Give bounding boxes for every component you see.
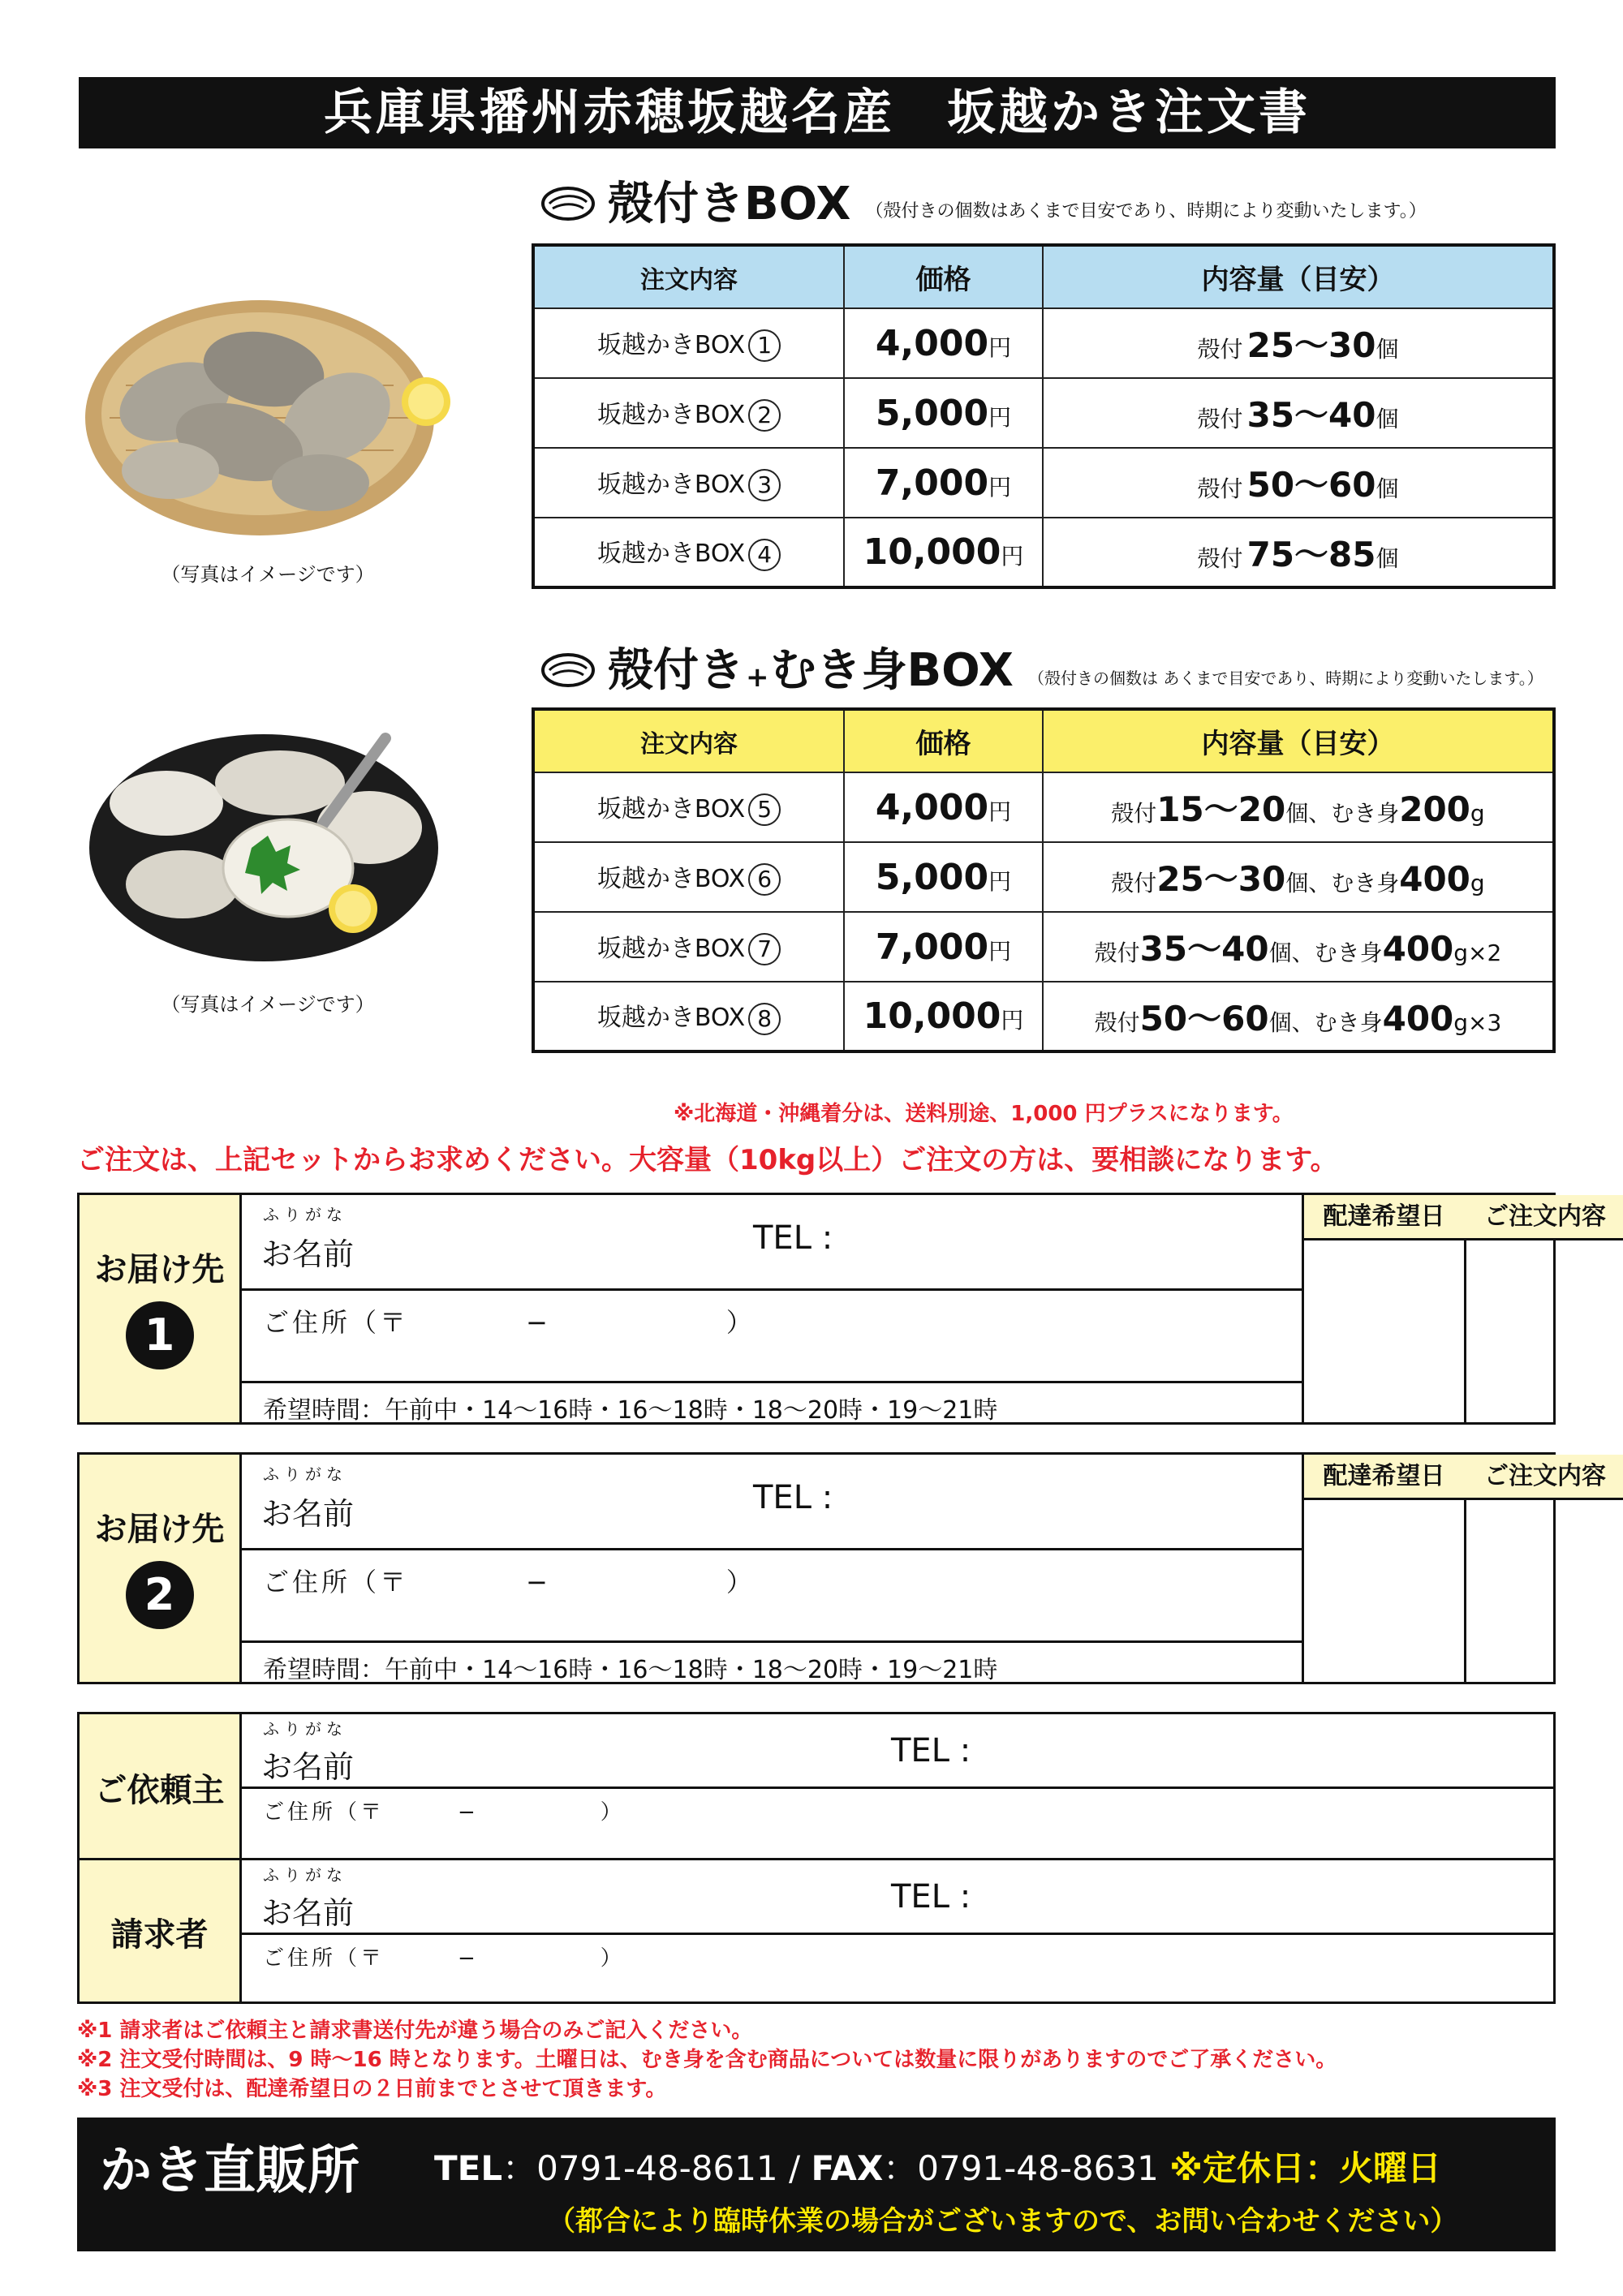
weight-unit: g (1453, 939, 1469, 966)
yen-unit: 円 (988, 867, 1012, 895)
footnote-3: ※3 注文受付は、配達希望日の２日前までとさせて頂きます。 (77, 2077, 667, 2101)
furigana-label: ふりがな (263, 1865, 347, 1885)
box-name-cell (533, 772, 844, 842)
quantity-cell (1043, 378, 1554, 448)
box-name-cell (533, 308, 844, 378)
delivery-label-text: お届け先 (94, 1251, 225, 1288)
order-content-box[interactable] (1464, 1195, 1606, 1422)
furigana-label: ふりがな (263, 1205, 347, 1224)
tel-number[interactable]: ：0791-48-8611 / (502, 2148, 801, 2188)
box-name-cell (533, 518, 844, 587)
delivery-label (80, 1195, 242, 1422)
photo-caption: （写真はイメージです） (161, 563, 375, 586)
order-content-box[interactable] (1464, 1455, 1606, 1682)
oyster-icon (540, 648, 596, 689)
delivery-number: 1 (126, 1301, 194, 1369)
box-name: 坂越かきBOX (596, 470, 746, 499)
box2-price-table (532, 707, 1556, 1053)
requester-name-row[interactable] (242, 1714, 1553, 1789)
box-name: 坂越かきBOX (596, 1004, 746, 1033)
name-label: お名前 (261, 1895, 355, 1931)
hope-time-label: 希望時間：午前中・14〜16時・16〜18時・18〜20時・19〜21時 (263, 1396, 998, 1425)
shell-label: 殻付 (1094, 939, 1140, 966)
table-row (533, 448, 1554, 518)
weight-value: 400 (1399, 859, 1470, 899)
table-row (533, 912, 1554, 982)
shell-label: 殻付 (1111, 870, 1157, 896)
price-cell (844, 982, 1043, 1051)
shipping-notice: ※北海道・沖縄着分は、送料別途、1,000 円プラスになります。 (674, 1102, 1294, 1126)
column-header: 内容量（目安） (1043, 245, 1554, 308)
shell-label: 殻付 (1197, 406, 1243, 432)
delivery-form-2 (77, 1452, 1606, 1684)
shucked-label: 個、むき身 (1268, 1008, 1383, 1036)
delivery-date-box[interactable] (1302, 1195, 1464, 1422)
box1-price-table (532, 243, 1556, 589)
quantity-unit: 個 (1375, 475, 1399, 502)
price-value: 5,000 (875, 392, 989, 434)
price-value: 4,000 (875, 786, 989, 828)
billing-label (80, 1860, 242, 2001)
table-row (533, 842, 1554, 912)
quantity-value: 50〜60 (1139, 998, 1269, 1038)
requester-address-row[interactable] (242, 1789, 1553, 1860)
address-label: ご住所（〒 − ） (263, 1307, 756, 1338)
footer-note: （都合により臨時休業の場合がございますので、お問い合わせください） (548, 2205, 1458, 2238)
box-name: 坂越かきBOX (596, 794, 746, 823)
billing-address-row[interactable] (242, 1935, 1553, 2004)
box2-heading (540, 637, 1543, 697)
box2-note: （殻付きの個数は あくまで目安であり、時期により変動いたします。） (1027, 669, 1543, 688)
box-name: 坂越かきBOX (596, 934, 746, 963)
weight-unit: g (1453, 1008, 1469, 1036)
quantity-cell (1043, 518, 1554, 587)
furigana-label: ふりがな (263, 1464, 347, 1484)
shucked-oyster-photo (77, 706, 458, 974)
contact-line (434, 2142, 1441, 2191)
box1-heading (540, 170, 1427, 230)
box-name-cell (533, 842, 844, 912)
box-name: 坂越かきBOX (596, 540, 746, 569)
box-number: 2 (748, 399, 781, 432)
delivery-number: 2 (126, 1561, 194, 1629)
box-name-cell (533, 378, 844, 448)
requester-billing-form (77, 1712, 1556, 2004)
table-row (533, 378, 1554, 448)
tel-label: TEL (434, 2148, 503, 2188)
column-header: 価格 (844, 709, 1043, 772)
contact-footer (77, 2118, 1556, 2251)
box-number: 4 (748, 539, 781, 571)
requester-label (80, 1714, 242, 1860)
quantity-cell (1043, 842, 1554, 912)
box-name: 坂越かきBOX (596, 864, 746, 893)
column-header: 価格 (844, 245, 1043, 308)
delivery-label-text: お届け先 (94, 1511, 225, 1548)
delivery-date-label: 配達希望日 (1304, 1195, 1464, 1240)
name-label: お名前 (261, 1496, 355, 1532)
table-header-row (533, 245, 1554, 308)
box-name-cell (533, 448, 844, 518)
price-cell (844, 448, 1043, 518)
hope-time-row[interactable] (242, 1643, 1302, 1684)
shucked-label: 個、むき身 (1268, 939, 1383, 966)
price-cell (844, 518, 1043, 587)
tel-label: TEL : (891, 1732, 971, 1769)
box1-note: （殻付きの個数はあくまで目安であり、時期により変動いたします。） (865, 201, 1427, 221)
weight-value: 400 (1382, 998, 1454, 1038)
furigana-label: ふりがな (263, 1719, 347, 1739)
quantity-cell (1043, 448, 1554, 518)
shop-name: かき直販所 (100, 2141, 359, 2201)
price-cell (844, 912, 1043, 982)
shell-oyster-photo (77, 280, 458, 548)
name-label: お名前 (261, 1749, 355, 1785)
fax-label: FAX (811, 2148, 884, 2188)
box-name: 坂越かきBOX (596, 400, 746, 429)
box-number: 5 (748, 793, 781, 826)
quantity-unit: 個 (1375, 544, 1399, 572)
price-cell (844, 308, 1043, 378)
box-name: 坂越かきBOX (596, 330, 746, 359)
fax-number[interactable]: ：0791-48-8631 (883, 2148, 1159, 2188)
closed-label: ※定休日 (1169, 2148, 1305, 2188)
column-header: 注文内容 (533, 709, 844, 772)
column-header: 内容量（目安） (1043, 709, 1554, 772)
box-number: 3 (748, 469, 781, 501)
shell-label: 殻付 (1094, 1008, 1140, 1036)
address-label: ご住所（〒 − ） (263, 1567, 756, 1597)
requester-label-text: ご依頼主 (94, 1772, 225, 1809)
hope-time-label: 希望時間：午前中・14〜16時・16〜18時・18〜20時・19〜21時 (263, 1656, 998, 1684)
shucked-label: 個、むき身 (1285, 870, 1400, 896)
table-row (533, 772, 1554, 842)
box1-title: 殻付きBOX (608, 178, 851, 230)
box-number: 1 (748, 329, 781, 362)
quantity-value: 50〜60 (1246, 465, 1376, 505)
photo-caption: （写真はイメージです） (161, 993, 375, 1016)
yen-unit: 円 (988, 798, 1012, 825)
address-row[interactable] (242, 1291, 1302, 1383)
weight-unit: g (1470, 870, 1485, 896)
yen-unit: 円 (988, 473, 1012, 501)
multiplier: ×3 (1468, 1008, 1502, 1036)
quantity-value: 35〜40 (1246, 395, 1376, 435)
oyster-icon (540, 182, 596, 222)
multiplier: ×2 (1468, 939, 1502, 966)
quantity-unit: 個 (1375, 336, 1399, 363)
delivery-date-label: 配達希望日 (1304, 1455, 1464, 1500)
yen-unit: 円 (1001, 543, 1024, 570)
box2-title-a: 殻付き (608, 644, 744, 697)
page-title: 兵庫県播州赤穂坂越名産 坂越かき注文書 (79, 77, 1556, 148)
delivery-form-1 (77, 1193, 1606, 1425)
price-value: 4,000 (875, 322, 989, 364)
price-cell (844, 842, 1043, 912)
table-header-row (533, 709, 1554, 772)
column-header: 注文内容 (533, 245, 844, 308)
tel-label: TEL : (891, 1878, 971, 1915)
quantity-cell (1043, 308, 1554, 378)
name-row[interactable] (242, 1195, 1302, 1291)
address-label: ご住所（〒 − ） (263, 1946, 625, 1971)
order-content-label: ご注文内容 (1464, 1195, 1623, 1240)
shucked-label: 個、むき身 (1285, 800, 1400, 827)
billing-label-text: 請求者 (110, 1916, 209, 1954)
table-row (533, 982, 1554, 1051)
weight-value: 200 (1399, 789, 1470, 829)
quantity-value: 75〜85 (1246, 534, 1376, 574)
quantity-value: 25〜30 (1156, 859, 1286, 899)
price-value: 7,000 (875, 462, 989, 504)
quantity-value: 25〜30 (1246, 325, 1376, 365)
address-label: ご住所（〒 − ） (263, 1800, 625, 1825)
price-cell (844, 772, 1043, 842)
box2-title-plus: + (746, 661, 769, 694)
price-value: 10,000 (863, 531, 1001, 573)
price-value: 10,000 (863, 995, 1001, 1037)
box-number: 6 (748, 863, 781, 896)
box-name-cell (533, 982, 844, 1051)
footnote-1: ※1 請求者はご依頼主と請求書送付先が違う場合のみご記入ください。 (77, 2019, 753, 2043)
delivery-label (80, 1455, 242, 1682)
weight-value: 400 (1382, 929, 1454, 969)
table-row (533, 308, 1554, 378)
box-number: 8 (748, 1003, 781, 1035)
hope-time-row[interactable] (242, 1383, 1302, 1425)
yen-unit: 円 (988, 403, 1012, 431)
quantity-unit: 個 (1375, 406, 1399, 432)
order-content-label: ご注文内容 (1464, 1455, 1623, 1500)
shell-label: 殻付 (1197, 475, 1243, 502)
quantity-cell (1043, 982, 1554, 1051)
price-value: 7,000 (875, 926, 989, 968)
shell-label: 殻付 (1197, 336, 1243, 363)
quantity-cell (1043, 772, 1554, 842)
tel-label: TEL : (753, 1219, 833, 1257)
tel-label: TEL : (753, 1479, 833, 1516)
address-row[interactable] (242, 1550, 1302, 1643)
shell-label: 殻付 (1111, 800, 1157, 827)
name-row[interactable] (242, 1455, 1302, 1550)
name-label: お名前 (261, 1236, 355, 1272)
price-value: 5,000 (875, 856, 989, 898)
price-cell (844, 378, 1043, 448)
footnote-2: ※2 注文受付時間は、9 時〜16 時となります。土曜日は、むき身を含む商品については数量に限りがありますのでご了承ください。 (77, 2048, 1337, 2072)
box-name-cell (533, 912, 844, 982)
delivery-date-box[interactable] (1302, 1455, 1464, 1682)
yen-unit: 円 (988, 333, 1012, 361)
quantity-value: 35〜40 (1139, 929, 1269, 969)
quantity-value: 15〜20 (1156, 789, 1286, 829)
order-notice: ご注文は、上記セットからお求めください。大容量（10kg以上）ご注文の方は、要相談になります。 (77, 1144, 1338, 1176)
yen-unit: 円 (988, 937, 1012, 965)
closed-day: ：火曜日 (1305, 2148, 1442, 2188)
shell-label: 殻付 (1197, 544, 1243, 572)
box2-title-b: むき身BOX (770, 644, 1014, 697)
box-number: 7 (748, 933, 781, 965)
billing-name-row[interactable] (242, 1860, 1553, 1935)
quantity-cell (1043, 912, 1554, 982)
table-row (533, 518, 1554, 587)
weight-unit: g (1470, 800, 1485, 827)
yen-unit: 円 (1001, 1007, 1024, 1034)
